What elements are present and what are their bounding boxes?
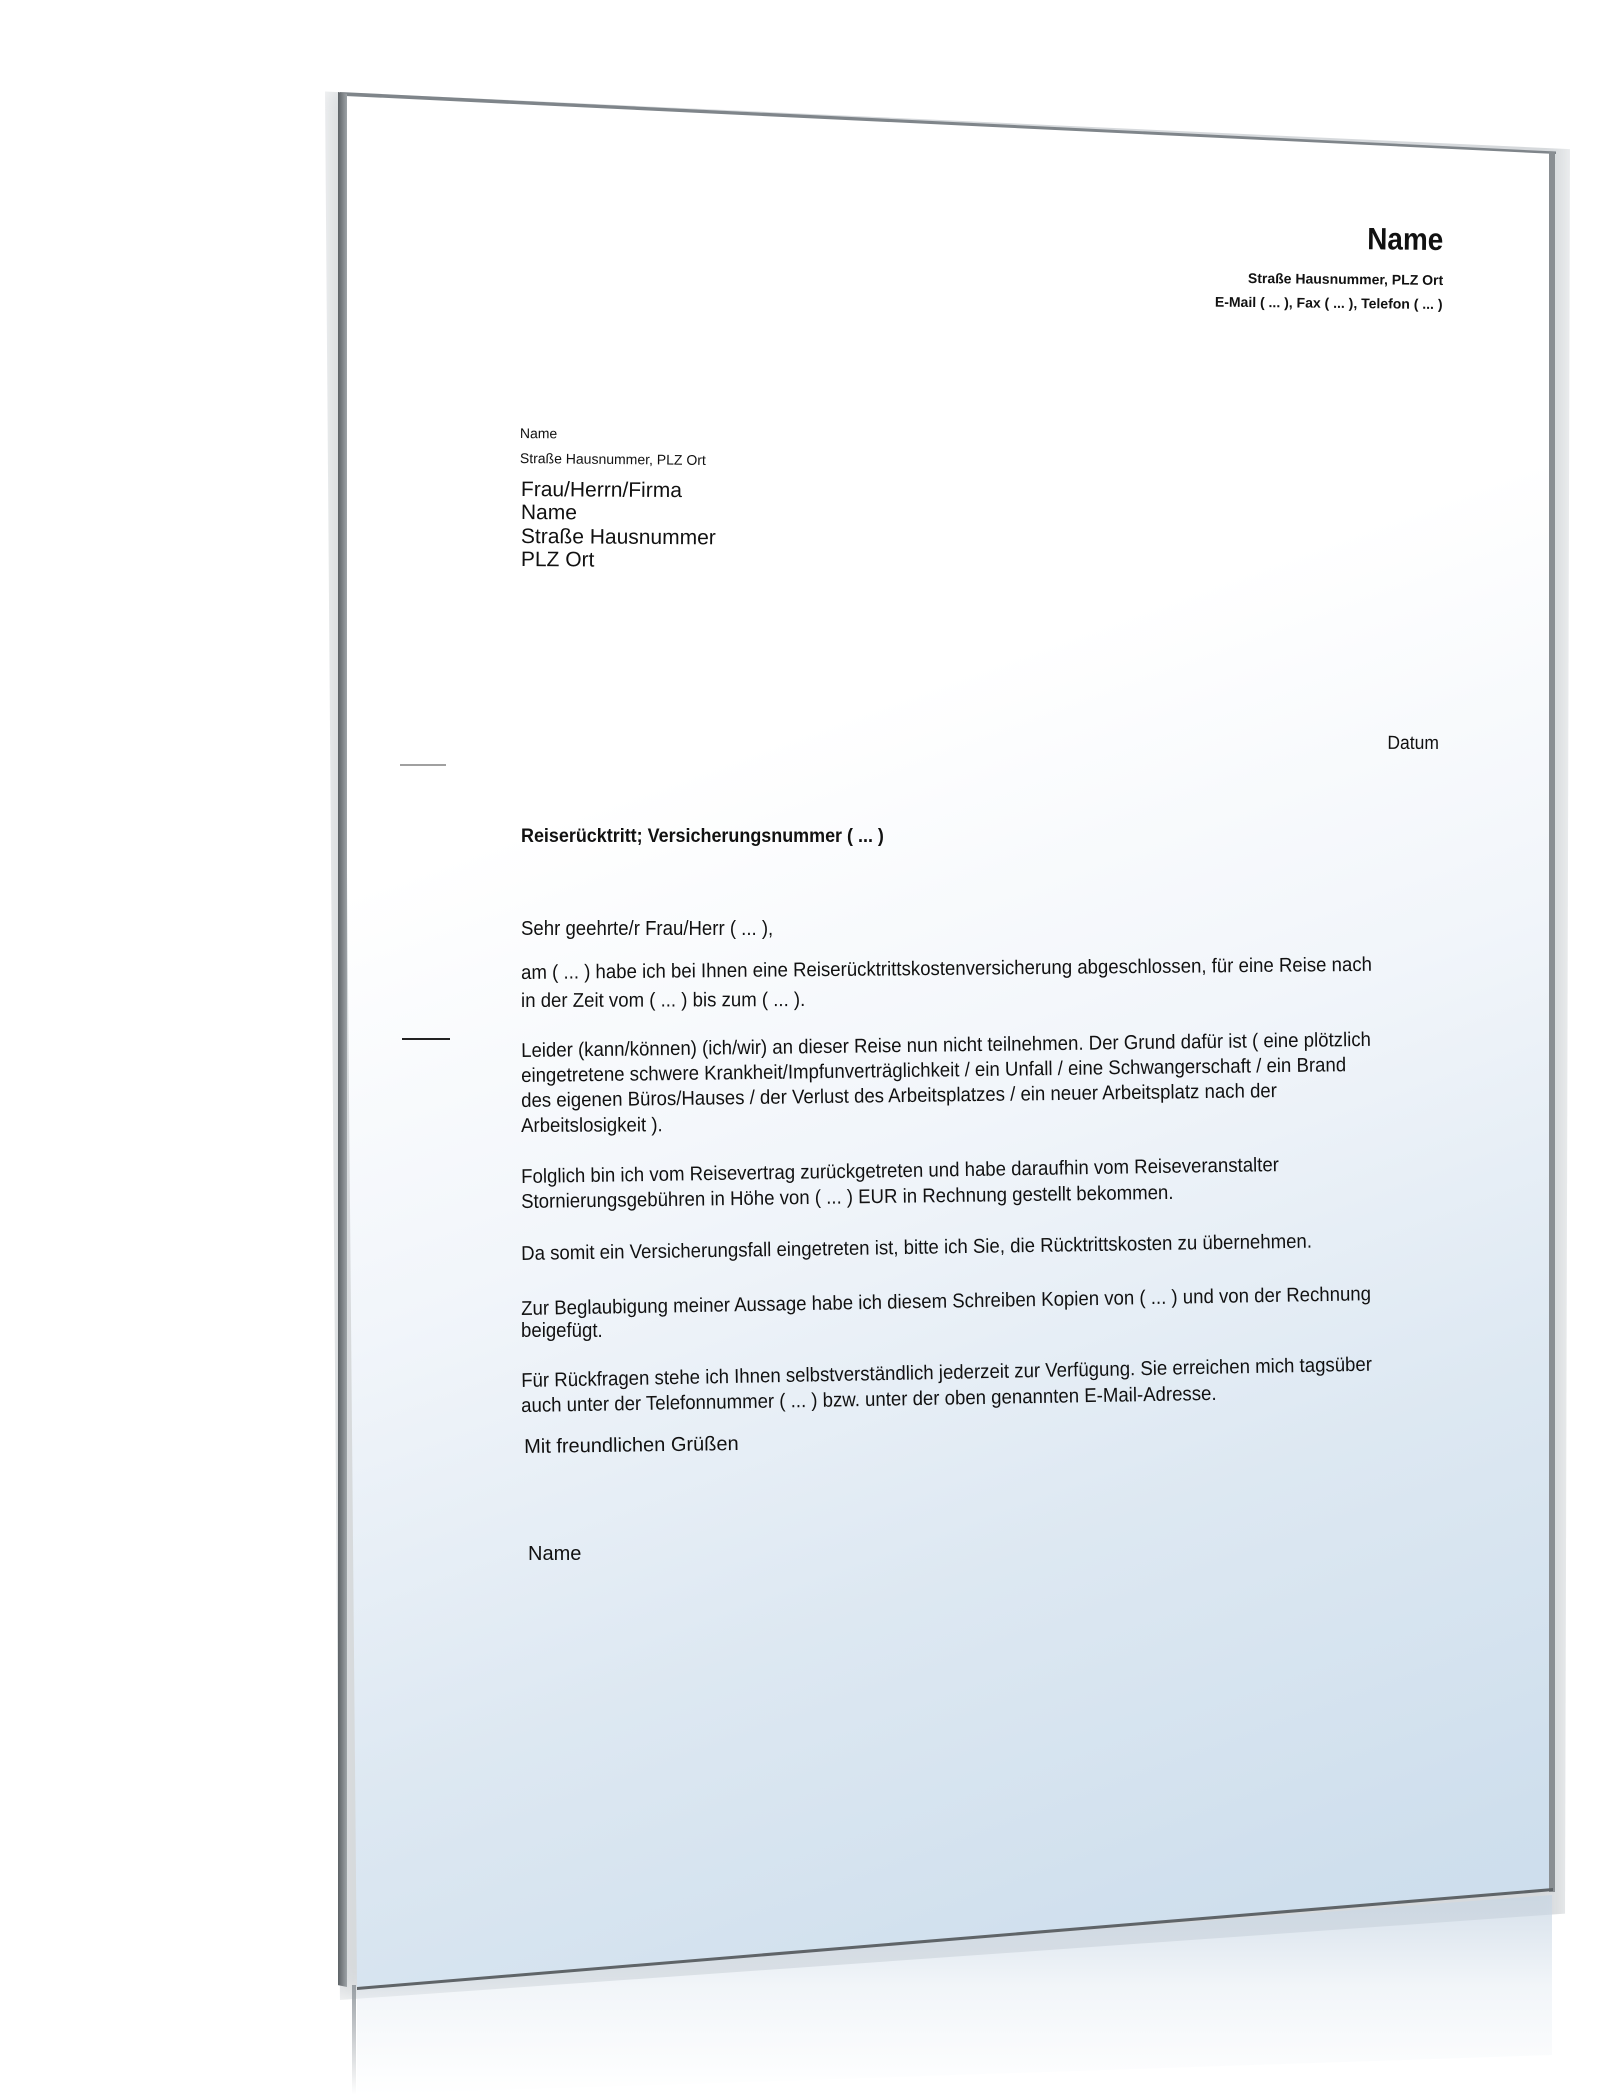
recipient-salutation-line: Frau/Herrn/Firma — [520, 478, 683, 503]
paragraph-line: in der Zeit vom ( ... ) bis zum ( ... ). — [521, 989, 806, 1012]
paragraph-line: Leider (kann/können) (ich/wir) an dieser Reise nun nicht teilnehmen. Der Grund dafür ist ( eine plötzlich — [521, 1028, 1372, 1062]
paragraph-line: Arbeitslosigkeit ). — [521, 1114, 663, 1137]
letter-date: Datum — [1387, 732, 1439, 754]
paragraph-line: Stornierungsgebühren in Höhe von ( ... ) EUR in Rechnung gestellt bekommen. — [521, 1181, 1174, 1213]
fold-mark-top — [400, 764, 446, 766]
letterhead-name: Name — [1366, 221, 1443, 257]
paragraph-line: Zur Beglaubigung meiner Aussage habe ich diesem Schreiben Kopien von ( ... ) und von der Rechnung — [521, 1283, 1372, 1320]
paragraph-line: auch unter der Telefonnummer ( ... ) bzw. unter der oben genannten E-Mail-Adresse. — [521, 1382, 1217, 1417]
letterhead-address: Straße Hausnummer, PLZ Ort — [1247, 269, 1443, 288]
sender-name: Name — [519, 425, 558, 442]
paragraph-line: Für Rückfragen stehe ich Ihnen selbstverständlich jederzeit zur Verfügung. Sie erreichen mich tagsüber — [521, 1353, 1373, 1392]
page-edge-left — [338, 92, 347, 1987]
fold-mark-middle — [402, 1038, 450, 1040]
paragraph-line: am ( ... ) habe ich bei Ihnen eine Reiserücktrittskostenversicherung abgeschlossen, für eine Reise nach — [521, 953, 1373, 984]
letter-greeting: Sehr geehrte/r Frau/Herr ( ... ), — [521, 918, 774, 940]
sender-address: Straße Hausnummer, PLZ Ort — [519, 450, 706, 468]
paragraph-line: eingetretene schwere Krankheit/Impfunverträglichkeit / ein Unfall / eine Schwangerschaft / ein Brand — [521, 1054, 1347, 1087]
recipient-name: Name — [520, 501, 578, 525]
reflection-edge — [352, 1985, 356, 2095]
page-edge-right — [1549, 152, 1555, 1892]
letter-subject: Reiserücktritt; Versicherungsnummer ( ... ) — [521, 825, 884, 847]
letter-closing: Mit freundlichen Grüßen — [524, 1433, 739, 1458]
paragraph-line: Da somit ein Versicherungsfall eingetreten ist, bitte ich Sie, die Rücktrittskosten zu übernehmen. — [521, 1230, 1313, 1265]
paragraph-line: des eigenen Büros/Hauses / der Verlust des Arbeitsplatzes / ein neuer Arbeitsplatz nach der — [521, 1080, 1278, 1112]
letter-signature: Name — [528, 1543, 582, 1565]
recipient-city: PLZ Ort — [520, 548, 595, 572]
paragraph-line: beigefügt. — [521, 1320, 603, 1342]
recipient-street: Straße Hausnummer — [520, 525, 716, 550]
paragraph-line: Folglich bin ich vom Reisevertrag zurückgetreten und habe daraufhin vom Reiseveranstalter — [521, 1154, 1280, 1188]
letterhead-contact: E-Mail ( ... ), Fax ( ... ), Telefon ( ... ) — [1215, 293, 1443, 312]
